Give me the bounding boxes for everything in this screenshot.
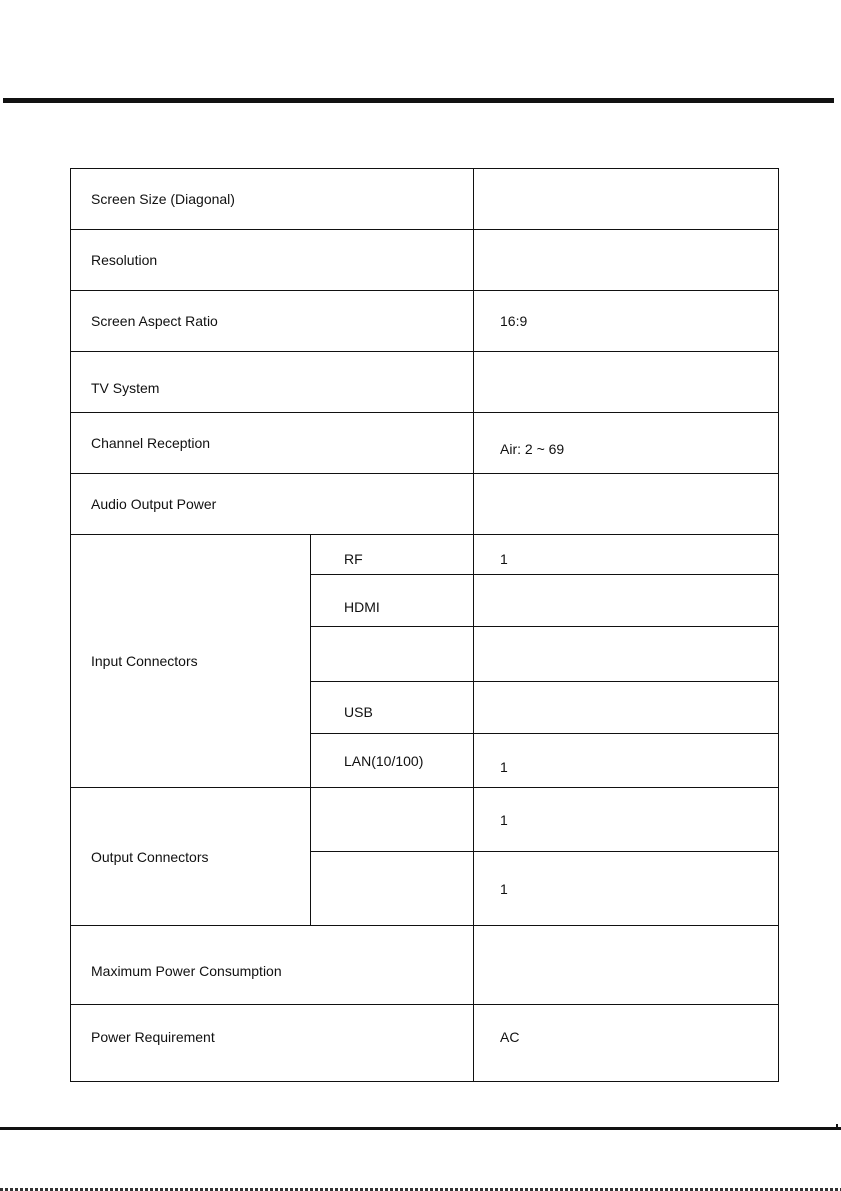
spec-label: Power Requirement (71, 1005, 474, 1082)
table-row (71, 535, 779, 575)
connector-name: USB (311, 682, 474, 734)
footer-rule (0, 1127, 841, 1130)
input-connectors-label: Input Connectors (71, 535, 311, 788)
connector-value (474, 575, 779, 627)
connector-value: 1 (474, 788, 779, 852)
connector-name: LAN(10/100) (311, 734, 474, 788)
connector-value: 1 (474, 734, 779, 788)
table-row (71, 230, 779, 291)
connector-name (311, 788, 474, 852)
connector-value (474, 627, 779, 682)
spec-value (474, 926, 779, 1005)
spec-label: Screen Aspect Ratio (71, 291, 474, 352)
specifications-table (70, 168, 779, 1082)
connector-name (311, 627, 474, 682)
table-row (71, 788, 779, 852)
spec-value (474, 474, 779, 535)
connector-name: RF (311, 535, 474, 575)
table-row (71, 413, 779, 474)
table-row (71, 1005, 779, 1082)
table-row (71, 474, 779, 535)
spec-value (474, 169, 779, 230)
spec-label: Maximum Power Consumption (71, 926, 474, 1005)
table-row (71, 926, 779, 1005)
spec-label: TV System (71, 352, 474, 413)
spec-value: AC (474, 1005, 779, 1082)
connector-name (311, 852, 474, 926)
edge-mark (836, 1124, 838, 1128)
spec-value: 16:9 (474, 291, 779, 352)
connector-name: HDMI (311, 575, 474, 627)
connector-value: 1 (474, 852, 779, 926)
spec-value: Air: 2 ~ 69 (474, 413, 779, 474)
spec-label: Audio Output Power (71, 474, 474, 535)
connector-value: 1 (474, 535, 779, 575)
table-row (71, 169, 779, 230)
header-rule (3, 98, 834, 103)
spec-label: Channel Reception (71, 413, 474, 474)
spec-value (474, 230, 779, 291)
table-row (71, 352, 779, 413)
connector-value (474, 682, 779, 734)
output-connectors-label: Output Connectors (71, 788, 311, 926)
table-row (71, 291, 779, 352)
spec-value (474, 352, 779, 413)
spec-label: Screen Size (Diagonal) (71, 169, 474, 230)
spec-label: Resolution (71, 230, 474, 291)
